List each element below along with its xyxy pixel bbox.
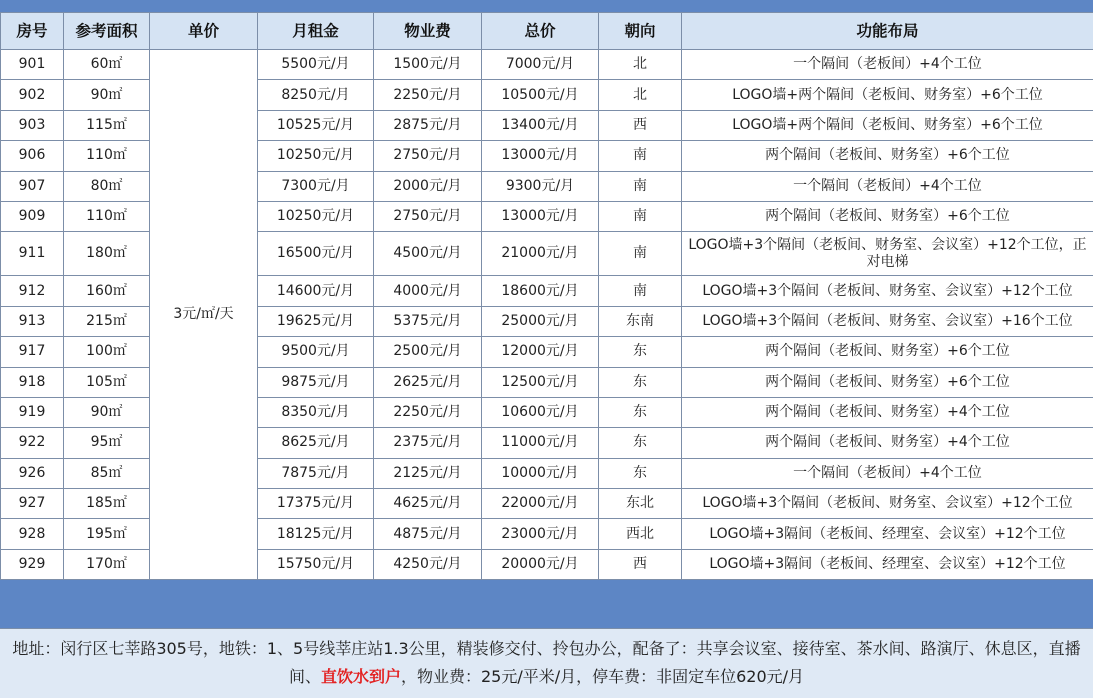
cell-fee: 2500元/月 (374, 337, 482, 367)
cell-layout: LOGO墙+3隔间（老板间、经理室、会议室）+12个工位 (682, 519, 1093, 549)
footer-highlight: 直饮水到户 (320, 667, 401, 686)
table-row (1, 50, 1093, 80)
cell-rent: 18125元/月 (258, 519, 374, 549)
table-header-row (1, 13, 1093, 50)
cell-unit-price: 3元/㎡/天 (150, 50, 258, 580)
cell-total: 9300元/月 (482, 171, 599, 201)
cell-direction: 东 (599, 428, 682, 458)
cell-area: 215㎡ (64, 306, 150, 336)
cell-room: 927 (1, 489, 64, 519)
cell-room: 911 (1, 232, 64, 276)
cell-area: 80㎡ (64, 171, 150, 201)
cell-total: 25000元/月 (482, 306, 599, 336)
cell-area: 60㎡ (64, 50, 150, 80)
cell-rent: 15750元/月 (258, 549, 374, 579)
cell-fee: 2875元/月 (374, 110, 482, 140)
cell-total: 13000元/月 (482, 201, 599, 231)
header-rent: 月租金 (258, 13, 374, 50)
cell-rent: 8350元/月 (258, 397, 374, 427)
cell-layout: 两个隔间（老板间、财务室）+6个工位 (682, 367, 1093, 397)
cell-room: 917 (1, 337, 64, 367)
cell-layout: LOGO墙+两个隔间（老板间、财务室）+6个工位 (682, 80, 1093, 110)
cell-total: 10600元/月 (482, 397, 599, 427)
cell-area: 195㎡ (64, 519, 150, 549)
cell-room: 903 (1, 110, 64, 140)
footer-text-after: ，物业费：25元/平米/月，停车费：非固定车位620元/月 (400, 667, 805, 686)
header-fee: 物业费 (374, 13, 482, 50)
cell-direction: 西北 (599, 519, 682, 549)
cell-total: 13000元/月 (482, 141, 599, 171)
cell-direction: 东 (599, 397, 682, 427)
cell-room: 919 (1, 397, 64, 427)
cell-area: 90㎡ (64, 397, 150, 427)
cell-layout: 一个隔间（老板间）+4个工位 (682, 171, 1093, 201)
cell-direction: 西 (599, 110, 682, 140)
header-area: 参考面积 (64, 13, 150, 50)
header-total: 总价 (482, 13, 599, 50)
cell-total: 11000元/月 (482, 428, 599, 458)
cell-area: 110㎡ (64, 201, 150, 231)
cell-direction: 南 (599, 171, 682, 201)
cell-rent: 7300元/月 (258, 171, 374, 201)
cell-area: 85㎡ (64, 458, 150, 488)
cell-layout: 两个隔间（老板间、财务室）+4个工位 (682, 397, 1093, 427)
cell-fee: 4875元/月 (374, 519, 482, 549)
cell-area: 100㎡ (64, 337, 150, 367)
cell-fee: 2750元/月 (374, 201, 482, 231)
cell-area: 90㎡ (64, 80, 150, 110)
cell-fee: 4250元/月 (374, 549, 482, 579)
cell-direction: 南 (599, 232, 682, 276)
cell-fee: 2375元/月 (374, 428, 482, 458)
cell-layout: LOGO墙+3个隔间（老板间、财务室、会议室）+16个工位 (682, 306, 1093, 336)
office-listing-table (0, 12, 1093, 580)
cell-room: 901 (1, 50, 64, 80)
cell-layout: 一个隔间（老板间）+4个工位 (682, 50, 1093, 80)
cell-direction: 南 (599, 141, 682, 171)
cell-room: 928 (1, 519, 64, 549)
cell-total: 13400元/月 (482, 110, 599, 140)
cell-room: 929 (1, 549, 64, 579)
cell-area: 110㎡ (64, 141, 150, 171)
footer-text-before: 地址：闵行区七莘路305号，地铁：1、5号线莘庄站1.3公里，精装修交付、拎包办公，配备了：共享会议室、接待室、茶水间、路演厅、休息区，直播间、 (12, 639, 1081, 686)
cell-rent: 9875元/月 (258, 367, 374, 397)
cell-total: 7000元/月 (482, 50, 599, 80)
cell-room: 907 (1, 171, 64, 201)
cell-direction: 西 (599, 549, 682, 579)
cell-room: 912 (1, 276, 64, 306)
cell-rent: 17375元/月 (258, 489, 374, 519)
cell-rent: 10250元/月 (258, 141, 374, 171)
cell-direction: 东 (599, 458, 682, 488)
cell-area: 95㎡ (64, 428, 150, 458)
cell-rent: 16500元/月 (258, 232, 374, 276)
header-room: 房号 (1, 13, 64, 50)
header-unit-price: 单价 (150, 13, 258, 50)
cell-fee: 1500元/月 (374, 50, 482, 80)
cell-fee: 4500元/月 (374, 232, 482, 276)
cell-rent: 10525元/月 (258, 110, 374, 140)
cell-direction: 东南 (599, 306, 682, 336)
header-direction: 朝向 (599, 13, 682, 50)
cell-fee: 2000元/月 (374, 171, 482, 201)
cell-direction: 南 (599, 276, 682, 306)
cell-total: 21000元/月 (482, 232, 599, 276)
cell-room: 902 (1, 80, 64, 110)
cell-rent: 8625元/月 (258, 428, 374, 458)
cell-layout: LOGO墙+3个隔间（老板间、财务室、会议室）+12个工位 (682, 489, 1093, 519)
cell-room: 906 (1, 141, 64, 171)
cell-area: 160㎡ (64, 276, 150, 306)
cell-direction: 北 (599, 80, 682, 110)
cell-room: 926 (1, 458, 64, 488)
cell-rent: 7875元/月 (258, 458, 374, 488)
cell-fee: 2250元/月 (374, 80, 482, 110)
cell-total: 22000元/月 (482, 489, 599, 519)
cell-rent: 19625元/月 (258, 306, 374, 336)
cell-fee: 2250元/月 (374, 397, 482, 427)
cell-rent: 9500元/月 (258, 337, 374, 367)
cell-fee: 2750元/月 (374, 141, 482, 171)
cell-area: 185㎡ (64, 489, 150, 519)
cell-direction: 南 (599, 201, 682, 231)
cell-direction: 北 (599, 50, 682, 80)
cell-layout: LOGO墙+两个隔间（老板间、财务室）+6个工位 (682, 110, 1093, 140)
cell-total: 18600元/月 (482, 276, 599, 306)
cell-layout: LOGO墙+3个隔间（老板间、财务室、会议室）+12个工位，正对电梯 (682, 232, 1093, 276)
cell-fee: 2125元/月 (374, 458, 482, 488)
cell-total: 12500元/月 (482, 367, 599, 397)
cell-total: 12000元/月 (482, 337, 599, 367)
cell-room: 909 (1, 201, 64, 231)
cell-rent: 10250元/月 (258, 201, 374, 231)
header-layout: 功能布局 (682, 13, 1093, 50)
cell-layout: 两个隔间（老板间、财务室）+6个工位 (682, 201, 1093, 231)
cell-room: 922 (1, 428, 64, 458)
cell-fee: 4000元/月 (374, 276, 482, 306)
cell-layout: 一个隔间（老板间）+4个工位 (682, 458, 1093, 488)
cell-area: 105㎡ (64, 367, 150, 397)
cell-rent: 14600元/月 (258, 276, 374, 306)
cell-room: 913 (1, 306, 64, 336)
cell-fee: 5375元/月 (374, 306, 482, 336)
cell-layout: LOGO墙+3个隔间（老板间、财务室、会议室）+12个工位 (682, 276, 1093, 306)
cell-direction: 东北 (599, 489, 682, 519)
cell-total: 10000元/月 (482, 458, 599, 488)
cell-layout: 两个隔间（老板间、财务室）+6个工位 (682, 337, 1093, 367)
cell-room: 918 (1, 367, 64, 397)
cell-area: 115㎡ (64, 110, 150, 140)
cell-area: 170㎡ (64, 549, 150, 579)
cell-area: 180㎡ (64, 232, 150, 276)
cell-layout: 两个隔间（老板间、财务室）+6个工位 (682, 141, 1093, 171)
cell-fee: 4625元/月 (374, 489, 482, 519)
footer-note (0, 628, 1093, 698)
cell-rent: 8250元/月 (258, 80, 374, 110)
cell-direction: 东 (599, 337, 682, 367)
cell-layout: 两个隔间（老板间、财务室）+4个工位 (682, 428, 1093, 458)
cell-fee: 2625元/月 (374, 367, 482, 397)
cell-direction: 东 (599, 367, 682, 397)
cell-rent: 5500元/月 (258, 50, 374, 80)
cell-total: 10500元/月 (482, 80, 599, 110)
cell-total: 20000元/月 (482, 549, 599, 579)
cell-total: 23000元/月 (482, 519, 599, 549)
cell-layout: LOGO墙+3隔间（老板间、经理室、会议室）+12个工位 (682, 549, 1093, 579)
